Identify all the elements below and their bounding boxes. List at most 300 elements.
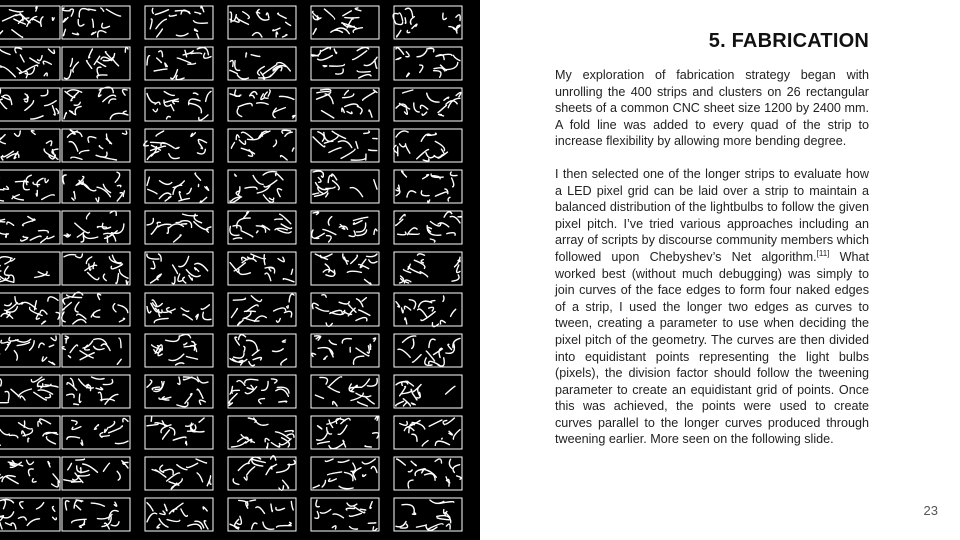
strip-curve bbox=[91, 310, 100, 317]
strip-curve bbox=[250, 500, 256, 501]
strip-curve bbox=[36, 190, 37, 196]
strip-curve bbox=[318, 56, 333, 61]
strip-curve bbox=[178, 274, 182, 281]
strip-curve bbox=[17, 68, 21, 73]
sheet-cell bbox=[62, 6, 130, 39]
strip-curve bbox=[271, 504, 273, 511]
strip-curve bbox=[45, 178, 48, 182]
strip-curve bbox=[30, 236, 41, 240]
sheet-cell bbox=[62, 375, 130, 408]
strip-curve bbox=[245, 379, 258, 383]
strip-curve bbox=[118, 305, 128, 313]
strip-curve bbox=[404, 306, 410, 310]
sheet-cell bbox=[228, 129, 296, 162]
strip-curve bbox=[263, 172, 277, 175]
strip-curve bbox=[324, 9, 334, 19]
strip-curve bbox=[117, 471, 120, 480]
strip-curve bbox=[237, 108, 242, 116]
strip-curve bbox=[15, 48, 22, 53]
sheet-outline bbox=[0, 498, 60, 531]
strip-curve bbox=[79, 9, 88, 17]
strip-curve bbox=[41, 239, 46, 243]
sheet-outline bbox=[311, 6, 379, 39]
strip-curve bbox=[7, 222, 14, 225]
strip-curve bbox=[438, 152, 448, 158]
strip-curve bbox=[396, 302, 400, 307]
strip-curve bbox=[247, 467, 255, 475]
strip-curve bbox=[357, 107, 362, 114]
strip-curve bbox=[241, 148, 254, 154]
strip-curve bbox=[402, 504, 414, 513]
strip-curve bbox=[76, 254, 83, 258]
strip-curve bbox=[271, 379, 277, 383]
strip-curve bbox=[69, 142, 78, 151]
strip-curve bbox=[96, 152, 107, 157]
sheet-outline bbox=[0, 211, 60, 244]
strip-curve bbox=[420, 65, 423, 72]
strip-curve bbox=[396, 58, 401, 60]
strip-curve bbox=[166, 336, 180, 341]
strip-curve bbox=[95, 425, 99, 429]
strip-curve bbox=[198, 140, 206, 143]
strip-curve bbox=[397, 30, 401, 37]
strip-curve bbox=[97, 227, 106, 228]
strip-curve bbox=[109, 422, 114, 428]
strip-curve bbox=[148, 189, 157, 193]
sheet-cell bbox=[394, 211, 462, 244]
strip-curve bbox=[176, 76, 184, 80]
strip-curve bbox=[253, 33, 262, 37]
strip-curve bbox=[151, 226, 158, 234]
strip-curve bbox=[53, 517, 57, 520]
strip-curve bbox=[329, 340, 336, 344]
strip-curve bbox=[323, 229, 336, 234]
strip-curve bbox=[443, 63, 457, 70]
strip-curve bbox=[88, 9, 96, 10]
strip-curve bbox=[353, 51, 367, 60]
strip-curve bbox=[73, 319, 86, 324]
strip-curve bbox=[408, 470, 412, 472]
strip-curve bbox=[181, 308, 189, 311]
strip-curve bbox=[411, 403, 415, 405]
paragraph-2-continued: What worked best (without much debugging) was simply to join curves of the face edges to form four naked edges of a strip, I used the longer two edges as curves to tween, creating a parameter to use when deciding the pixel pitch of the geometry. The curves are then divided into equidistant points representing the light bulbs (pixels), the division factor should follow the tweening parameter to create an equidistant grid of points. Once this was achieved, the points were used to create curves parallel to the longer curves produced through tweening earlier. More seen on the following slide. bbox=[555, 249, 869, 447]
sheet-cell bbox=[228, 6, 296, 39]
strip-curve bbox=[273, 28, 280, 31]
strip-curve bbox=[196, 314, 198, 319]
strip-curve bbox=[199, 143, 203, 149]
strip-curve bbox=[147, 177, 149, 185]
strip-curve bbox=[247, 340, 258, 350]
strip-curve bbox=[40, 310, 47, 314]
strip-curve bbox=[400, 144, 406, 147]
strip-curve bbox=[157, 29, 163, 37]
strip-curve bbox=[197, 48, 208, 55]
strip-curve bbox=[70, 58, 72, 66]
strip-curve bbox=[338, 141, 351, 148]
strip-curve bbox=[370, 502, 372, 509]
strip-curve bbox=[398, 349, 410, 357]
strip-curve bbox=[429, 307, 434, 311]
strip-curve bbox=[63, 8, 70, 11]
strip-curve bbox=[88, 137, 96, 143]
strip-curve bbox=[154, 318, 168, 322]
strip-curve bbox=[430, 239, 435, 242]
strip-curve bbox=[98, 294, 101, 299]
strip-curve bbox=[63, 298, 69, 305]
strip-curve bbox=[452, 275, 459, 281]
strip-curve bbox=[444, 97, 449, 100]
sheet-cell bbox=[311, 170, 379, 203]
strip-curve bbox=[342, 108, 345, 112]
strip-curve bbox=[194, 21, 208, 24]
strip-curve bbox=[109, 428, 121, 433]
strip-curve bbox=[327, 236, 332, 242]
strip-curve bbox=[119, 338, 121, 348]
strip-curve bbox=[353, 468, 361, 475]
sheet-cell bbox=[62, 170, 130, 203]
strip-curve bbox=[26, 175, 31, 184]
strip-curve bbox=[53, 474, 59, 482]
sheet-cell bbox=[0, 6, 60, 39]
strip-curve bbox=[206, 91, 211, 101]
strip-curve bbox=[284, 311, 291, 317]
strip-curve bbox=[283, 279, 294, 282]
strip-curve bbox=[75, 302, 79, 312]
sheet-cell bbox=[394, 334, 462, 367]
strip-curve bbox=[397, 459, 406, 465]
strip-curve bbox=[287, 306, 289, 308]
strip-curve bbox=[195, 268, 199, 272]
strip-curve bbox=[435, 441, 449, 445]
sheet-cell bbox=[62, 457, 130, 490]
strip-curve bbox=[159, 51, 163, 57]
strip-curve bbox=[155, 10, 168, 15]
strip-curve bbox=[370, 344, 371, 349]
strip-curve bbox=[285, 431, 293, 432]
strip-curve bbox=[80, 353, 94, 360]
strip-curve bbox=[338, 425, 347, 434]
strip-curve bbox=[233, 354, 244, 359]
strip-curve bbox=[359, 75, 371, 78]
strip-curve bbox=[46, 437, 55, 444]
strip-curve bbox=[256, 507, 265, 514]
strip-curve bbox=[81, 440, 83, 445]
sheet-cell bbox=[145, 252, 213, 285]
strip-curve bbox=[320, 509, 330, 513]
strip-curve bbox=[18, 517, 26, 520]
strip-curve bbox=[353, 221, 362, 225]
strip-curve bbox=[96, 198, 99, 202]
strip-curve bbox=[409, 234, 419, 235]
sheet-cell bbox=[145, 211, 213, 244]
strip-curve bbox=[316, 500, 319, 507]
sheet-cell bbox=[228, 498, 296, 531]
strip-curve bbox=[65, 336, 68, 339]
strip-curve bbox=[156, 19, 167, 29]
sheet-outline bbox=[311, 211, 379, 244]
strip-curve bbox=[279, 401, 287, 402]
strip-curve bbox=[281, 156, 288, 160]
strip-curve bbox=[11, 389, 19, 396]
strip-curve bbox=[244, 211, 249, 218]
strip-curve bbox=[0, 427, 9, 435]
strip-curve bbox=[357, 71, 370, 72]
strip-curve bbox=[312, 353, 316, 356]
sheet-outline bbox=[145, 47, 213, 80]
strip-curve bbox=[410, 17, 414, 25]
strip-curve bbox=[63, 175, 66, 184]
sheet-outline bbox=[311, 498, 379, 531]
strip-curve bbox=[448, 197, 450, 201]
paragraph-1: My exploration of fabrication strategy began with unrolling the 400 strips and clusters on 26 rectangular sheets of a common CNC sheet size 1200 by 2400 mm. A fold line was added to every quad of the strip to increase flexibility by allowing more bending degree. bbox=[555, 68, 869, 149]
strip-curve bbox=[353, 28, 362, 33]
strip-curve bbox=[37, 178, 43, 186]
strip-curve bbox=[253, 176, 263, 185]
strip-curve bbox=[160, 181, 172, 185]
strip-curve bbox=[123, 131, 127, 134]
strip-curve bbox=[44, 73, 47, 76]
strip-curve bbox=[367, 346, 369, 353]
strip-curve bbox=[48, 297, 58, 301]
strip-curve bbox=[282, 438, 290, 447]
strip-curve bbox=[32, 19, 40, 23]
strip-curve bbox=[278, 257, 284, 261]
sheet-outline bbox=[62, 88, 130, 121]
sheet-cell bbox=[228, 47, 296, 80]
strip-curve bbox=[30, 341, 35, 351]
strip-curve bbox=[313, 212, 319, 214]
sheet-cell bbox=[145, 334, 213, 367]
strip-curve bbox=[405, 8, 412, 16]
strip-curve bbox=[362, 298, 366, 302]
strip-curve bbox=[104, 233, 116, 241]
strip-curve bbox=[56, 109, 58, 114]
strip-curve bbox=[406, 381, 413, 386]
strip-curve bbox=[350, 527, 358, 530]
strip-curve bbox=[321, 89, 331, 91]
sheet-cell bbox=[394, 252, 462, 285]
strip-curve bbox=[176, 222, 181, 223]
strip-curve bbox=[231, 143, 234, 149]
sheet-cell bbox=[144, 129, 213, 162]
strip-curve bbox=[98, 90, 101, 96]
strip-curve bbox=[114, 502, 117, 506]
sheet-cell bbox=[62, 498, 130, 531]
strip-curve bbox=[176, 33, 188, 36]
strip-curve bbox=[230, 60, 233, 66]
strip-curve bbox=[243, 12, 250, 19]
strip-curve bbox=[79, 394, 81, 402]
strip-curve bbox=[368, 523, 376, 524]
strip-curve bbox=[52, 18, 54, 21]
strip-curve bbox=[231, 309, 237, 318]
strip-curve bbox=[0, 231, 8, 234]
strip-curve bbox=[452, 178, 454, 187]
strip-curve bbox=[80, 468, 81, 473]
strip-curve bbox=[418, 254, 425, 255]
strip-curve bbox=[28, 438, 29, 442]
strip-curve bbox=[199, 418, 204, 422]
strip-curve bbox=[188, 524, 202, 529]
sheet-cell bbox=[0, 211, 60, 244]
strip-curve bbox=[443, 13, 447, 19]
sheet-outline bbox=[62, 457, 130, 490]
strip-curve bbox=[351, 255, 358, 263]
sheet-cell bbox=[228, 211, 296, 244]
strip-curve bbox=[117, 193, 122, 201]
strip-curve bbox=[237, 218, 251, 228]
strip-curve bbox=[443, 296, 444, 302]
strip-curve bbox=[170, 427, 175, 435]
strip-curve bbox=[199, 400, 205, 404]
strip-curve bbox=[271, 464, 277, 469]
sheet-cell bbox=[394, 498, 462, 531]
strip-curve bbox=[342, 339, 351, 343]
strip-curve bbox=[169, 154, 179, 159]
strip-curve bbox=[38, 56, 43, 61]
strip-curve bbox=[177, 403, 188, 407]
strip-curve bbox=[403, 270, 410, 273]
strip-curve bbox=[329, 444, 343, 449]
strip-curve bbox=[158, 224, 171, 227]
strip-curve bbox=[9, 435, 17, 438]
strip-curve bbox=[154, 69, 167, 71]
strip-curve bbox=[230, 70, 237, 73]
strip-curve bbox=[281, 359, 287, 365]
strip-curve bbox=[362, 459, 375, 464]
strip-curve bbox=[75, 223, 90, 233]
strip-curve bbox=[435, 459, 441, 463]
strip-curve bbox=[15, 297, 23, 304]
strip-curve bbox=[417, 50, 427, 57]
strip-curve bbox=[317, 94, 330, 100]
reference-marker: [11] bbox=[816, 248, 830, 258]
strip-curve bbox=[200, 197, 207, 202]
strip-curve bbox=[74, 191, 75, 198]
strip-curve bbox=[52, 106, 55, 115]
strip-curve bbox=[103, 380, 112, 385]
sheet-outline bbox=[145, 170, 213, 203]
sheet-cell bbox=[394, 375, 462, 408]
sheet-cell bbox=[62, 252, 130, 285]
strip-curve bbox=[426, 153, 435, 158]
strip-curve bbox=[274, 308, 286, 311]
strip-curve bbox=[0, 512, 14, 518]
strip-curve bbox=[20, 502, 23, 509]
strip-curve bbox=[151, 146, 166, 150]
strip-curve bbox=[163, 430, 170, 439]
strip-curve bbox=[232, 390, 240, 393]
strip-curve bbox=[171, 105, 174, 111]
strip-curve bbox=[14, 152, 18, 159]
strip-curve bbox=[412, 393, 417, 400]
strip-curve bbox=[27, 519, 39, 526]
strip-curve bbox=[315, 512, 319, 519]
strip-curve bbox=[113, 304, 116, 312]
strip-curve bbox=[70, 9, 73, 16]
strip-curve bbox=[56, 312, 60, 319]
strip-curve bbox=[267, 443, 268, 448]
strip-curve bbox=[233, 238, 241, 239]
strip-curve bbox=[438, 105, 446, 112]
sheet-outline bbox=[62, 211, 130, 244]
strip-curve bbox=[91, 503, 104, 506]
strip-curve bbox=[1, 340, 8, 343]
strip-curve bbox=[1, 157, 3, 160]
strip-curve bbox=[0, 522, 2, 529]
strip-curve bbox=[338, 460, 349, 462]
strip-curve bbox=[94, 429, 96, 430]
strip-curve bbox=[292, 148, 294, 151]
strip-curve bbox=[239, 269, 251, 274]
sheet-cell bbox=[228, 293, 296, 326]
strip-curve bbox=[110, 211, 116, 216]
strip-curve bbox=[37, 503, 44, 509]
strip-curve bbox=[203, 312, 211, 319]
strip-curve bbox=[313, 485, 319, 488]
strip-curve bbox=[116, 274, 119, 284]
strip-curve bbox=[322, 295, 326, 298]
strip-curve bbox=[159, 397, 171, 399]
strip-curve bbox=[357, 299, 363, 307]
strip-curve bbox=[51, 336, 56, 341]
strip-curve bbox=[157, 58, 162, 63]
sheet-outline bbox=[394, 375, 462, 408]
strip-curve bbox=[101, 8, 104, 11]
strip-curve bbox=[0, 475, 3, 479]
sheet-cell bbox=[145, 88, 213, 121]
strip-curve bbox=[197, 389, 203, 398]
strip-curve bbox=[423, 175, 429, 179]
strip-curve bbox=[282, 340, 285, 342]
strip-curve bbox=[440, 321, 445, 324]
sheet-cell bbox=[62, 47, 130, 80]
strip-curve bbox=[351, 159, 365, 161]
strip-curve bbox=[430, 500, 444, 503]
strip-curve bbox=[52, 507, 54, 512]
strip-curve bbox=[421, 191, 429, 196]
strip-curve bbox=[285, 132, 292, 136]
strip-curve bbox=[253, 459, 266, 463]
strip-curve bbox=[67, 437, 80, 440]
strip-curve bbox=[147, 254, 159, 259]
strip-curve bbox=[195, 29, 198, 31]
strip-curve bbox=[246, 53, 247, 57]
strip-curve bbox=[159, 310, 160, 317]
strip-curve bbox=[252, 350, 259, 355]
sheet-cell bbox=[394, 170, 462, 203]
strip-curve bbox=[449, 459, 452, 468]
strip-curve bbox=[291, 269, 292, 274]
strip-curve bbox=[235, 90, 241, 96]
sheet-cell bbox=[145, 498, 213, 531]
strip-curve bbox=[155, 102, 160, 104]
strip-curve bbox=[6, 476, 19, 483]
strip-curve bbox=[257, 9, 259, 13]
strip-curve bbox=[93, 263, 94, 269]
strip-curve bbox=[345, 472, 353, 480]
strip-curve bbox=[313, 193, 319, 194]
strip-curve bbox=[356, 142, 358, 149]
strip-curve bbox=[173, 265, 178, 273]
strip-curve bbox=[291, 501, 293, 510]
strip-curve bbox=[147, 513, 157, 522]
strip-curve bbox=[271, 456, 276, 460]
strip-curve bbox=[450, 172, 457, 176]
strip-curve bbox=[186, 424, 194, 426]
strip-curve bbox=[112, 57, 118, 65]
strip-curve bbox=[126, 280, 128, 284]
